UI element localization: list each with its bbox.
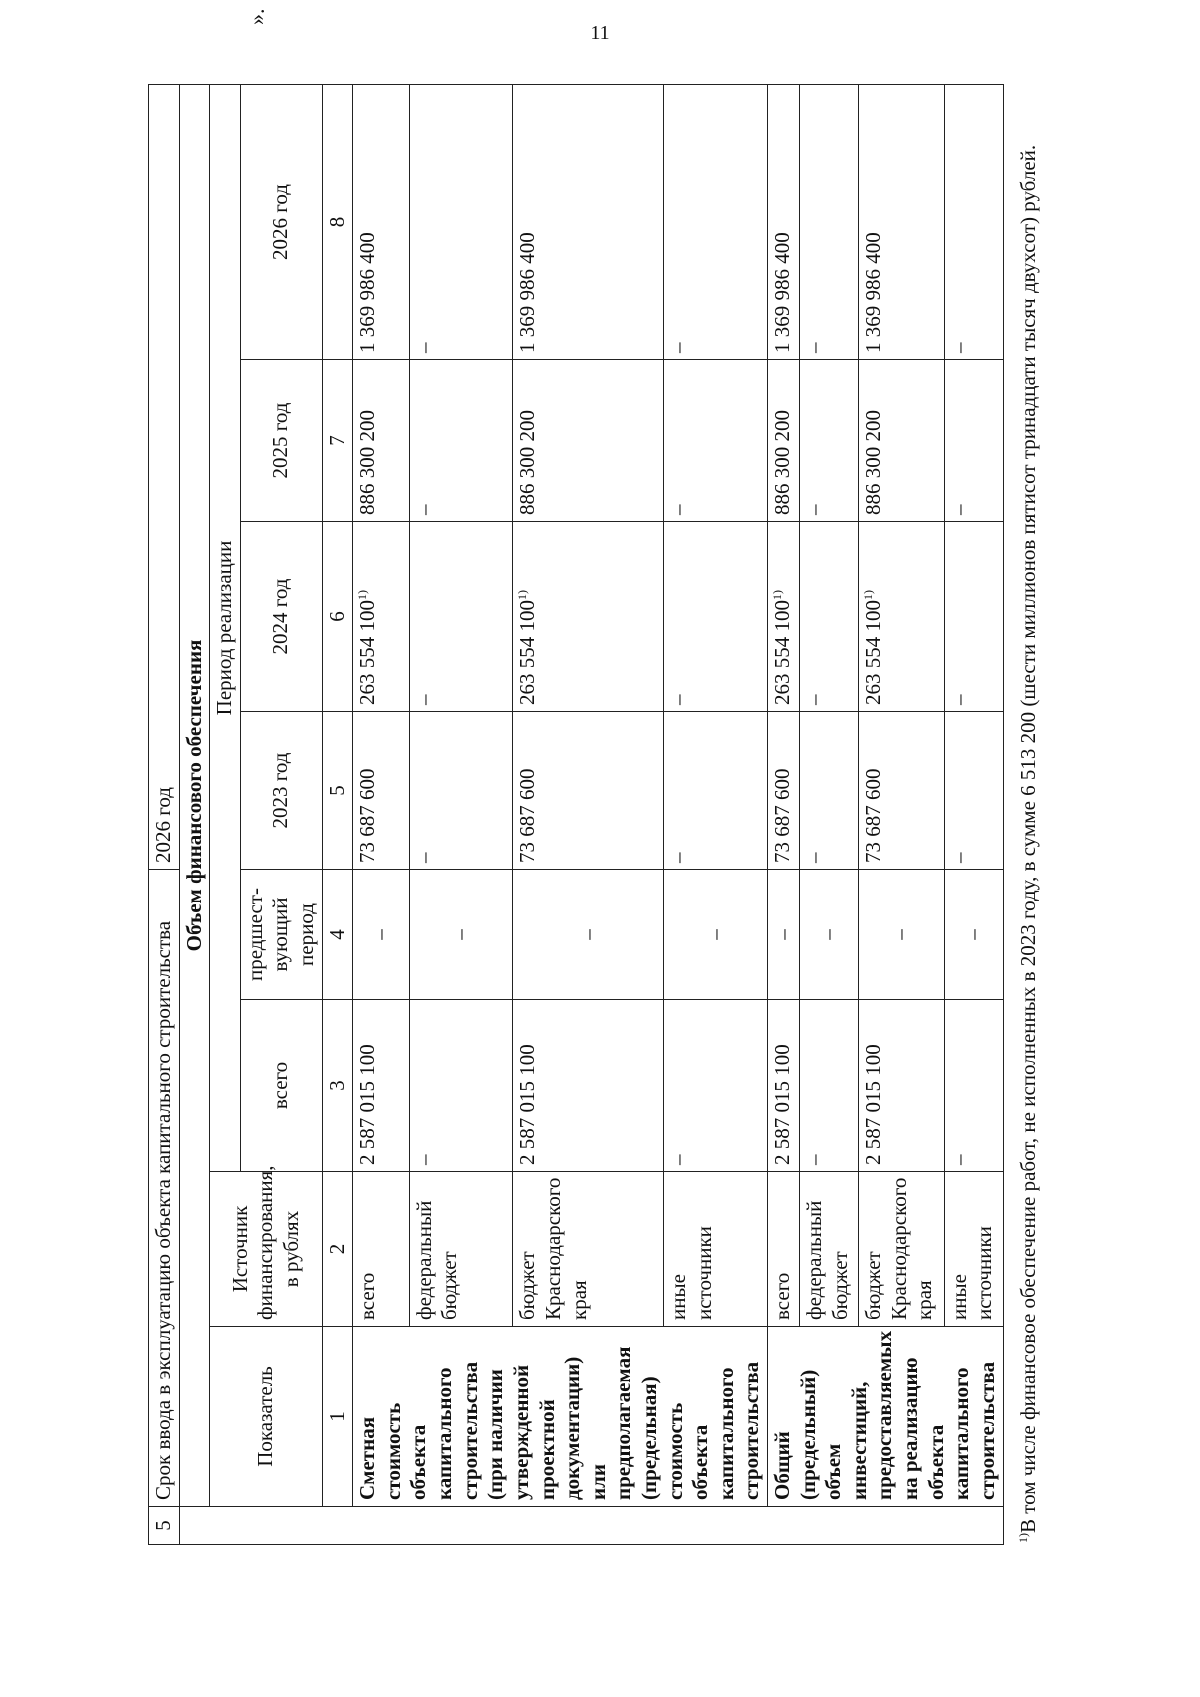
- y2025-cell: 886 300 200: [858, 360, 944, 522]
- y2024-value: 263 554 100: [515, 600, 540, 705]
- y2025-cell: 886 300 200: [513, 360, 664, 522]
- y2026-cell: –: [800, 84, 859, 359]
- footnote: [1004, 85, 1042, 1545]
- row-value: 2026 год: [149, 84, 180, 869]
- total-cell: –: [800, 1000, 859, 1172]
- previous-cell: –: [800, 870, 859, 1000]
- y2024-cell: [768, 522, 800, 712]
- table-row: [944, 84, 1003, 1544]
- previous-cell: –: [768, 870, 800, 1000]
- y2025-cell: –: [800, 360, 859, 522]
- source-cell: иные источники: [944, 1172, 1003, 1327]
- previous-cell: –: [353, 870, 409, 1000]
- y2025-cell: 886 300 200: [353, 360, 409, 522]
- source-cell: всего: [768, 1172, 800, 1327]
- closing-quote: ».: [244, 8, 269, 25]
- previous-cell: –: [944, 870, 1003, 1000]
- table-row: [800, 84, 859, 1544]
- source-cell: всего: [353, 1172, 409, 1327]
- y2024-note: 1): [770, 590, 785, 600]
- header-row-1: [210, 84, 241, 1544]
- y2023-cell: 73 687 600: [353, 712, 409, 870]
- footnote-mark: 1): [1015, 1533, 1030, 1543]
- y2024-cell: [409, 522, 513, 712]
- y2024-cell: [800, 522, 859, 712]
- source-cell: иные источники: [664, 1172, 768, 1327]
- col-number: 5: [322, 712, 353, 870]
- table-row: [664, 84, 768, 1544]
- finance-table: [148, 84, 1004, 1545]
- total-cell: 2 587 015 100: [513, 1000, 664, 1172]
- previous-cell: –: [858, 870, 944, 1000]
- y2024-note: 1): [515, 590, 530, 600]
- y2024-value: –: [411, 694, 436, 705]
- col-number: 4: [322, 870, 353, 1000]
- total-cell: 2 587 015 100: [858, 1000, 944, 1172]
- y2023-cell: –: [664, 712, 768, 870]
- y2025-cell: –: [664, 360, 768, 522]
- header-total: всего: [240, 1000, 322, 1172]
- source-cell: бюджет Краснодарского края: [513, 1172, 664, 1327]
- header-2023: 2023 год: [240, 712, 322, 870]
- y2024-note: 1): [860, 590, 875, 600]
- y2024-value: 263 554 100: [770, 600, 795, 705]
- y2023-cell: –: [800, 712, 859, 870]
- y2024-value: 263 554 100: [860, 600, 885, 705]
- previous-cell: –: [409, 870, 513, 1000]
- source-cell: федеральный бюджет: [409, 1172, 513, 1327]
- total-cell: –: [664, 1000, 768, 1172]
- y2026-cell: 1 369 986 400: [768, 84, 800, 359]
- y2025-cell: –: [409, 360, 513, 522]
- total-cell: –: [409, 1000, 513, 1172]
- indicator-cell: Общий (предельный) объем инвестиций, предоставляемых на реализацию объекта капитального строительства: [768, 1327, 1003, 1507]
- previous-cell: –: [513, 870, 664, 1000]
- y2024-note: 1): [355, 590, 370, 600]
- source-cell: бюджет Краснодарского края: [858, 1172, 944, 1327]
- y2023-cell: –: [409, 712, 513, 870]
- section-title: Объем финансового обеспечения: [179, 84, 210, 1506]
- total-cell: 2 587 015 100: [353, 1000, 409, 1172]
- table-row: [513, 84, 664, 1544]
- row-number: 5: [149, 1507, 180, 1545]
- y2024-cell: [944, 522, 1003, 712]
- row-label: Срок ввода в эксплуатацию объекта капитального строительства: [149, 870, 180, 1507]
- header-indicator: Показатель: [210, 1327, 322, 1507]
- page-number: 11: [590, 22, 610, 44]
- y2026-cell: –: [944, 84, 1003, 359]
- y2024-cell: [858, 522, 944, 712]
- col-number: 3: [322, 1000, 353, 1172]
- y2024-value: –: [946, 694, 971, 705]
- col-number: 1: [322, 1327, 353, 1507]
- header-2024: 2024 год: [240, 522, 322, 712]
- y2026-cell: 1 369 986 400: [353, 84, 409, 359]
- footnote-text: В том числе финансовое обеспечение работ, не исполненных в 2023 году, в сумме 6 513 200 (шести миллионов пятисот тринадцати тысяч двухсот) рублей.: [1015, 144, 1040, 1533]
- table-row: [409, 84, 513, 1544]
- table-row: [768, 84, 800, 1544]
- y2024-value: –: [666, 694, 691, 705]
- y2026-cell: 1 369 986 400: [858, 84, 944, 359]
- y2024-cell: [513, 522, 664, 712]
- header-2025: 2025 год: [240, 360, 322, 522]
- table-row: [353, 84, 409, 1544]
- col-number: 6: [322, 522, 353, 712]
- left-margin-cell: [179, 1507, 1003, 1545]
- header-source: Источник финансирования, в рублях: [210, 1172, 322, 1327]
- header-period: Период реализации: [210, 84, 241, 1171]
- col-number: 7: [322, 360, 353, 522]
- header-previous: предшест-вующий период: [240, 870, 322, 1000]
- y2023-cell: 73 687 600: [858, 712, 944, 870]
- y2023-cell: 73 687 600: [513, 712, 664, 870]
- y2025-cell: 886 300 200: [768, 360, 800, 522]
- y2026-cell: –: [664, 84, 768, 359]
- y2023-cell: –: [944, 712, 1003, 870]
- table-row: [858, 84, 944, 1544]
- y2025-cell: –: [944, 360, 1003, 522]
- col-number: 8: [322, 84, 353, 359]
- y2024-value: –: [802, 694, 827, 705]
- y2023-cell: 73 687 600: [768, 712, 800, 870]
- source-cell: федеральный бюджет: [800, 1172, 859, 1327]
- header-2026: 2026 год: [240, 84, 322, 359]
- section-title-row: [179, 84, 210, 1544]
- y2026-cell: 1 369 986 400: [513, 84, 664, 359]
- indicator-cell: Сметная стоимость объекта капитального строительства (при наличии утвержденной проектной документации) или предполагаемая (предельная) стоимость объекта капитального строительства: [353, 1327, 768, 1507]
- previous-cell: –: [664, 870, 768, 1000]
- total-cell: 2 587 015 100: [768, 1000, 800, 1172]
- col-number: 2: [322, 1172, 353, 1327]
- y2026-cell: –: [409, 84, 513, 359]
- column-numbers-row: [322, 84, 353, 1544]
- y2024-value: 263 554 100: [355, 600, 380, 705]
- total-cell: –: [944, 1000, 1003, 1172]
- row-commissioning-term: [149, 84, 180, 1544]
- y2024-cell: [664, 522, 768, 712]
- y2024-cell: [353, 522, 409, 712]
